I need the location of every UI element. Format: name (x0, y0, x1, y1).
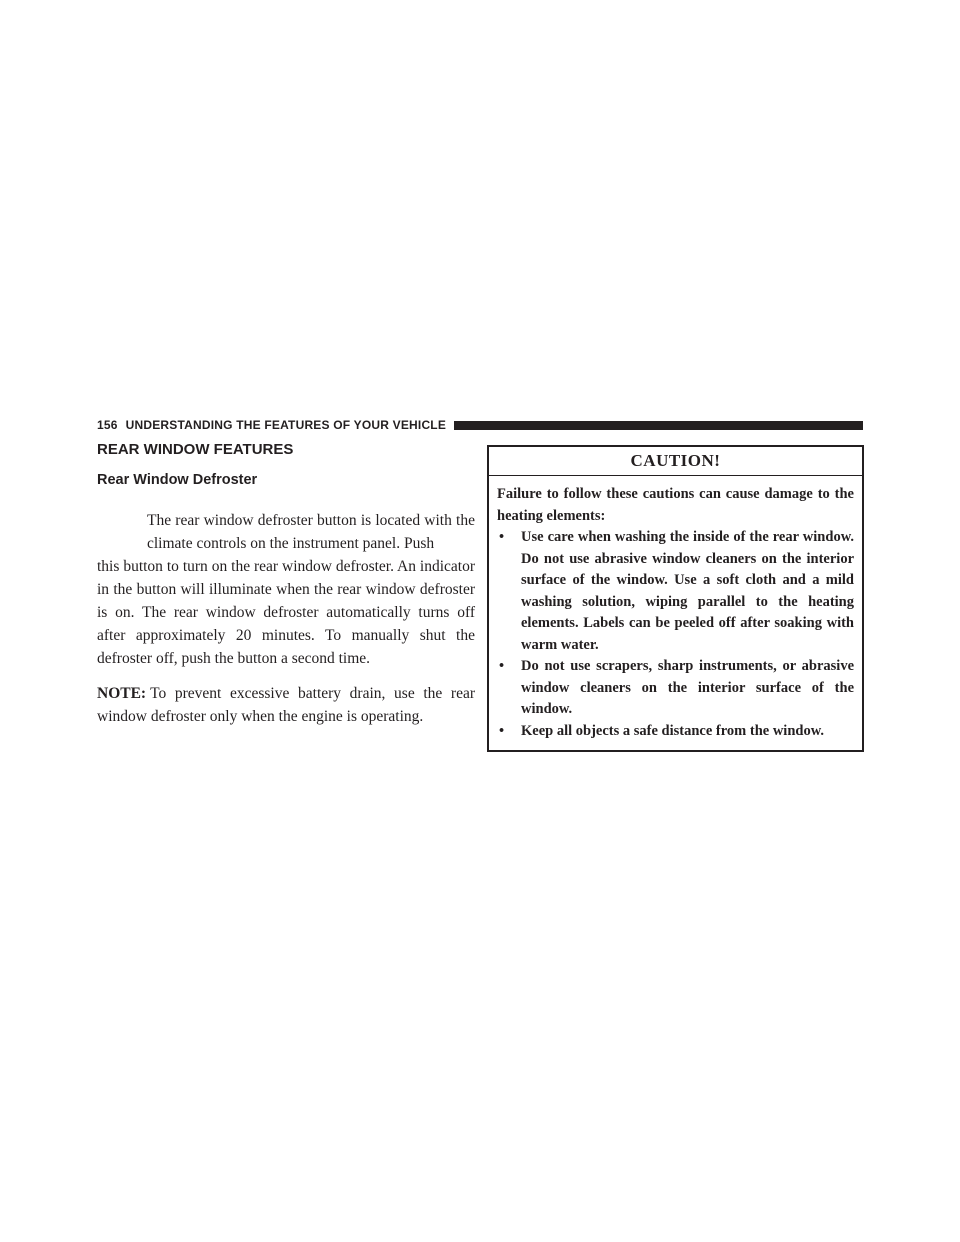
bullet-icon: • (499, 529, 505, 545)
page-number: 156 (97, 418, 118, 432)
caution-list (497, 527, 854, 742)
note-label: NOTE: (97, 685, 147, 702)
paragraph-text: The rear window defroster button is located with the climate controls on the instrument panel. Push (147, 512, 475, 552)
caution-item: • Keep all objects a safe distance from the window. (497, 721, 854, 743)
caution-item: • Use care when washing the inside of the rear window. Do not use abrasive window cleaners on the interior surface of the window. Use a soft cloth and a mild washing solution, wiping parallel to the heating elements. Labels can be peeled off after soaking with warm water. (499, 529, 854, 653)
bullet-icon: • (499, 722, 505, 739)
caution-title: CAUTION! (489, 447, 862, 476)
section-heading: REAR WINDOW FEATURES (97, 441, 294, 458)
note-paragraph (97, 682, 475, 728)
caution-intro: Failure to follow these cautions can cause damage to the heating elements: (497, 486, 854, 524)
caution-box (487, 445, 864, 752)
main-column (97, 440, 475, 728)
caution-body (489, 476, 862, 742)
section-title: UNDERSTANDING THE FEATURES OF YOUR VEHICLE (125, 418, 447, 432)
subsection-heading: Rear Window Defroster (97, 472, 258, 488)
bullet-icon: • (499, 658, 505, 674)
note-text: To prevent excessive battery drain, use the rear window defroster only when the engine is operating. (97, 685, 475, 725)
caution-item: • Do not use scrapers, sharp instruments, or abrasive window cleaners on the interior surface of the window. (499, 658, 854, 717)
header-rule (454, 421, 863, 430)
page-header (97, 418, 863, 432)
defroster-paragraph-rest: this button to turn on the rear window defroster. An indicator in the button will illuminate when the rear window defroster is on. The rear window defroster automatically turns off after approximately 20 minutes. To manually shut the defroster off, push the button a second time. (97, 558, 475, 667)
defroster-paragraph-indented (97, 509, 475, 555)
